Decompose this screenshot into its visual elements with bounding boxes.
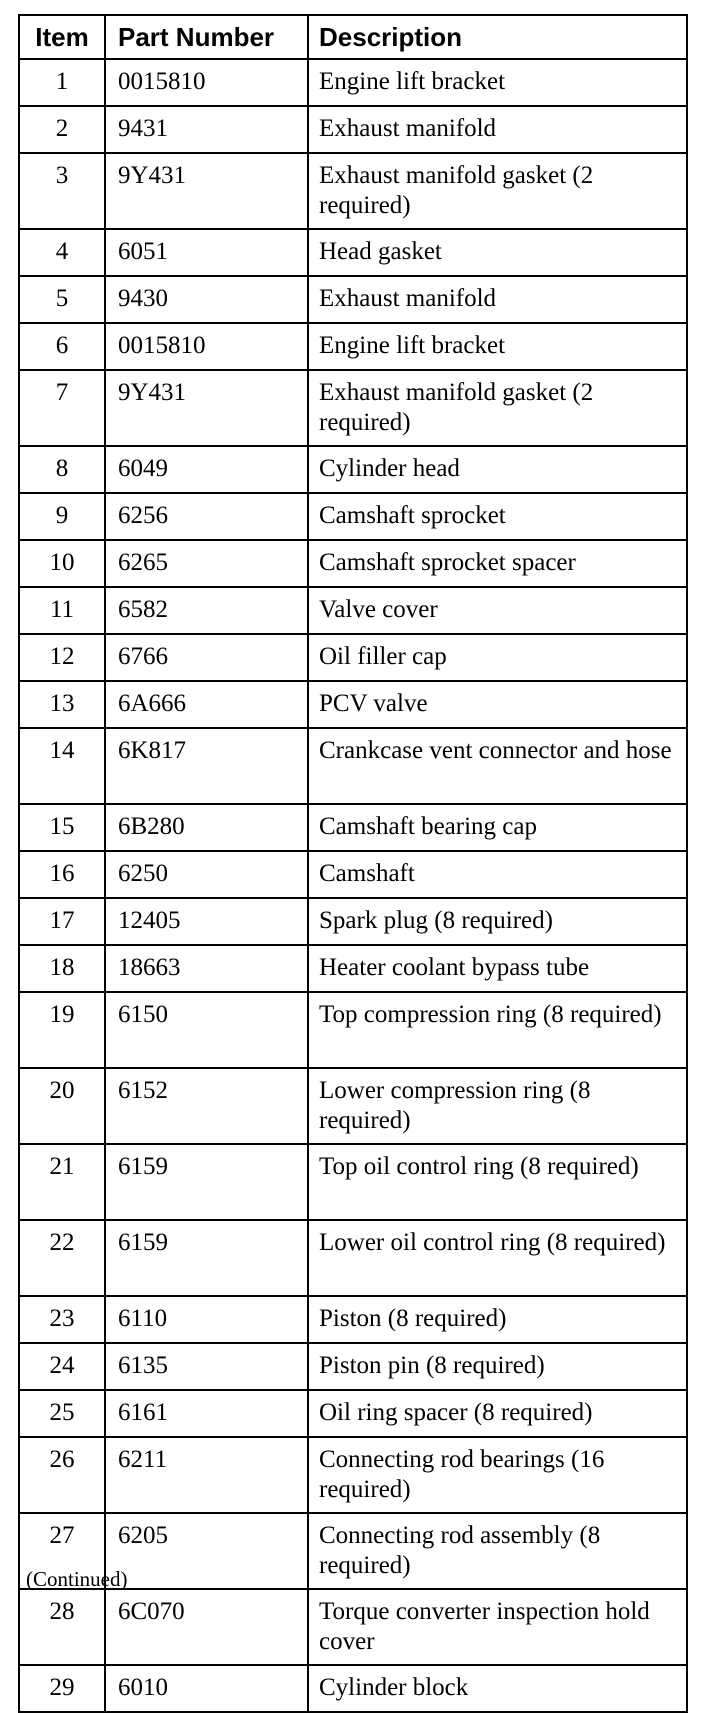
row-item: 24: [19, 1343, 105, 1390]
row-description: Exhaust manifold: [308, 106, 687, 153]
row-part-number: 6152: [105, 1068, 308, 1144]
row-part-number: 6051: [105, 229, 308, 276]
table-row: [19, 1665, 687, 1712]
row-description: Camshaft sprocket spacer: [308, 540, 687, 587]
row-part-number: 9Y431: [105, 153, 308, 229]
row-item: 26: [19, 1437, 105, 1513]
row-item: 18: [19, 945, 105, 992]
row-description: Heater coolant bypass tube: [308, 945, 687, 992]
row-part-number: 6161: [105, 1390, 308, 1437]
table-row: [19, 370, 687, 446]
table-row: [19, 728, 687, 804]
row-item: 14: [19, 728, 105, 804]
row-description: Cylinder head: [308, 446, 687, 493]
row-part-number: 18663: [105, 945, 308, 992]
row-item: 28: [19, 1589, 105, 1665]
row-description: PCV valve: [308, 681, 687, 728]
row-item: 19: [19, 992, 105, 1068]
row-description: Crankcase vent connector and hose: [308, 728, 687, 804]
row-description: Piston pin (8 required): [308, 1343, 687, 1390]
row-part-number: 6135: [105, 1343, 308, 1390]
row-description: Engine lift bracket: [308, 59, 687, 106]
table-row: [19, 851, 687, 898]
row-part-number: 6766: [105, 634, 308, 681]
table-row: [19, 634, 687, 681]
row-part-number: 9Y431: [105, 370, 308, 446]
row-item: 12: [19, 634, 105, 681]
row-part-number: 0015810: [105, 59, 308, 106]
row-item: 5: [19, 276, 105, 323]
table-row: [19, 681, 687, 728]
row-description: Lower compression ring (8 required): [308, 1068, 687, 1144]
row-description: Top oil control ring (8 required): [308, 1144, 687, 1220]
row-part-number: 6582: [105, 587, 308, 634]
row-item: 15: [19, 804, 105, 851]
row-description: Top compression ring (8 required): [308, 992, 687, 1068]
row-description: Camshaft sprocket: [308, 493, 687, 540]
row-part-number: 6265: [105, 540, 308, 587]
table-row: [19, 804, 687, 851]
row-description: Torque converter inspection hold cover: [308, 1589, 687, 1665]
row-item: 27: [19, 1513, 105, 1589]
row-part-number: 6049: [105, 446, 308, 493]
table-row: [19, 1390, 687, 1437]
table-row: [19, 1068, 687, 1144]
row-description: Connecting rod bearings (16 required): [308, 1437, 687, 1513]
table-row: [19, 587, 687, 634]
header-item: Item: [19, 15, 105, 59]
row-item: 22: [19, 1220, 105, 1296]
row-item: 9: [19, 493, 105, 540]
table-row: [19, 1437, 687, 1513]
table-row: [19, 493, 687, 540]
row-item: 8: [19, 446, 105, 493]
row-part-number: 6256: [105, 493, 308, 540]
row-item: 10: [19, 540, 105, 587]
table-row: [19, 1144, 687, 1220]
row-item: 7: [19, 370, 105, 446]
table-row: [19, 1589, 687, 1665]
row-item: 17: [19, 898, 105, 945]
row-item: 1: [19, 59, 105, 106]
table-row: [19, 992, 687, 1068]
row-part-number: 6110: [105, 1296, 308, 1343]
row-part-number: 12405: [105, 898, 308, 945]
continued-note: (Continued): [26, 1567, 128, 1591]
row-description: Head gasket: [308, 229, 687, 276]
row-item: 6: [19, 323, 105, 370]
table-row: [19, 1296, 687, 1343]
row-part-number: 6B280: [105, 804, 308, 851]
row-description: Connecting rod assembly (8 required): [308, 1513, 687, 1589]
row-part-number: 6159: [105, 1220, 308, 1296]
table-row: [19, 540, 687, 587]
row-item: 25: [19, 1390, 105, 1437]
row-description: Valve cover: [308, 587, 687, 634]
row-part-number: 6A666: [105, 681, 308, 728]
row-description: Exhaust manifold: [308, 276, 687, 323]
row-description: Exhaust manifold gasket (2 required): [308, 153, 687, 229]
row-part-number: 9431: [105, 106, 308, 153]
table-row: [19, 153, 687, 229]
row-part-number: 6159: [105, 1144, 308, 1220]
row-item: 3: [19, 153, 105, 229]
table-row: [19, 446, 687, 493]
table-row: [19, 106, 687, 153]
row-part-number: 9430: [105, 276, 308, 323]
table-row: [19, 1343, 687, 1390]
row-part-number: 6250: [105, 851, 308, 898]
header-description: Description: [308, 15, 687, 59]
parts-table: [18, 14, 688, 1713]
header-part-number: Part Number: [105, 15, 308, 59]
row-description: Oil ring spacer (8 required): [308, 1390, 687, 1437]
row-description: Cylinder block: [308, 1665, 687, 1712]
row-part-number: 6150: [105, 992, 308, 1068]
table-row: [19, 59, 687, 106]
row-item: 4: [19, 229, 105, 276]
table-row: [19, 898, 687, 945]
row-item: 29: [19, 1665, 105, 1712]
table-row: [19, 229, 687, 276]
table-row: [19, 1220, 687, 1296]
row-description: Lower oil control ring (8 required): [308, 1220, 687, 1296]
table-header-row: [19, 15, 687, 59]
row-item: 2: [19, 106, 105, 153]
row-part-number: 6C070: [105, 1589, 308, 1665]
row-description: Piston (8 required): [308, 1296, 687, 1343]
row-item: 16: [19, 851, 105, 898]
row-description: Engine lift bracket: [308, 323, 687, 370]
table-row: [19, 276, 687, 323]
row-item: 20: [19, 1068, 105, 1144]
row-description: Camshaft bearing cap: [308, 804, 687, 851]
row-part-number: 6211: [105, 1437, 308, 1513]
table-row: [19, 323, 687, 370]
row-item: 11: [19, 587, 105, 634]
table-row: [19, 945, 687, 992]
row-description: Oil filler cap: [308, 634, 687, 681]
row-part-number: 6010: [105, 1665, 308, 1712]
row-description: Camshaft: [308, 851, 687, 898]
row-description: Exhaust manifold gasket (2 required): [308, 370, 687, 446]
row-item: 23: [19, 1296, 105, 1343]
row-description: Spark plug (8 required): [308, 898, 687, 945]
row-part-number: 0015810: [105, 323, 308, 370]
row-item: 21: [19, 1144, 105, 1220]
row-item: 13: [19, 681, 105, 728]
row-part-number: 6205: [105, 1513, 308, 1589]
row-part-number: 6K817: [105, 728, 308, 804]
